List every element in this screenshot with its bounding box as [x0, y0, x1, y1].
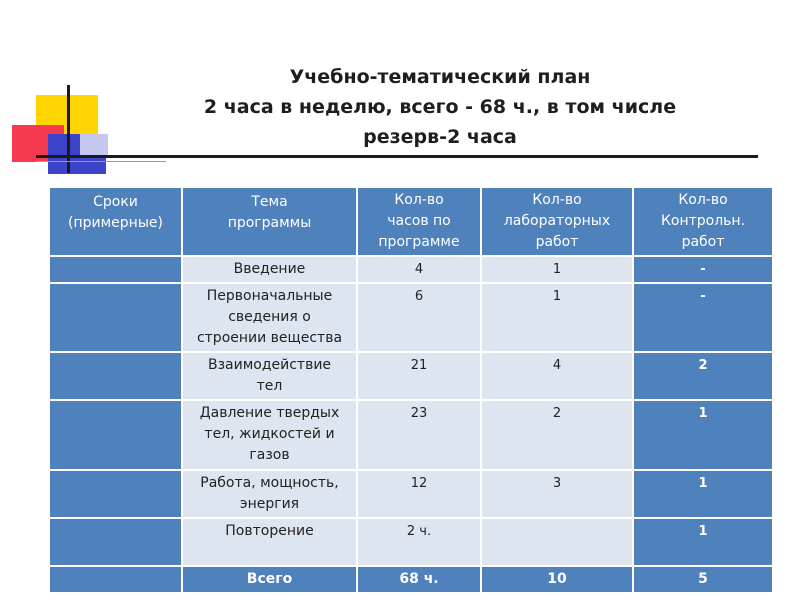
table-header-row — [49, 187, 773, 256]
table-row — [49, 400, 773, 470]
hours-cell: 2 ч. — [357, 518, 481, 566]
total-tests: 5 — [633, 566, 773, 593]
labs-cell: 1 — [481, 256, 633, 283]
header-hours: Кол-во часов по программе — [357, 187, 481, 256]
tests-cell: 1 — [633, 400, 773, 470]
table-row — [49, 256, 773, 283]
hours-cell: 23 — [357, 400, 481, 470]
plan-table — [48, 186, 774, 594]
vertical-divider-line — [67, 85, 70, 173]
table-row — [49, 470, 773, 518]
term-cell — [49, 400, 182, 470]
title-line-1: Учебно-тематический план — [289, 66, 591, 88]
topic-cell: Первоначальные сведения о строении вещества — [182, 283, 357, 352]
table-total-row — [49, 566, 773, 593]
term-cell — [49, 283, 182, 352]
table-row — [49, 283, 773, 352]
hours-cell: 6 — [357, 283, 481, 352]
header-labs: Кол-во лабораторных работ — [481, 187, 633, 256]
title-underline — [36, 155, 758, 158]
labs-cell — [481, 518, 633, 566]
hours-cell: 21 — [357, 352, 481, 400]
labs-cell: 1 — [481, 283, 633, 352]
total-labs: 10 — [481, 566, 633, 593]
topic-cell: Повторение — [182, 518, 357, 566]
total-term-cell — [49, 566, 182, 593]
labs-cell: 2 — [481, 400, 633, 470]
tests-cell: - — [633, 256, 773, 283]
tests-cell: - — [633, 283, 773, 352]
topic-cell: Работа, мощность, энергия — [182, 470, 357, 518]
title-line-3: резерв-2 часа — [363, 126, 517, 148]
term-cell — [49, 256, 182, 283]
topic-cell: Взаимодействие тел — [182, 352, 357, 400]
table-row — [49, 518, 773, 566]
tests-cell: 1 — [633, 518, 773, 566]
hours-cell: 4 — [357, 256, 481, 283]
total-label: Всего — [182, 566, 357, 593]
topic-cell: Введение — [182, 256, 357, 283]
term-cell — [49, 352, 182, 400]
hours-cell: 12 — [357, 470, 481, 518]
labs-cell: 4 — [481, 352, 633, 400]
tests-cell: 1 — [633, 470, 773, 518]
title-underline-thin — [36, 161, 166, 162]
total-hours: 68 ч. — [357, 566, 481, 593]
term-cell — [49, 518, 182, 566]
term-cell — [49, 470, 182, 518]
header-tests: Кол-во Контрольн. работ — [633, 187, 773, 256]
labs-cell: 3 — [481, 470, 633, 518]
topic-cell: Давление твердых тел, жидкостей и газов — [182, 400, 357, 470]
tests-cell: 2 — [633, 352, 773, 400]
header-topic: Тема программы — [182, 187, 357, 256]
header-term: Сроки (примерные) — [49, 187, 182, 256]
table-row — [49, 352, 773, 400]
slide-title — [120, 62, 760, 152]
title-line-2: 2 часа в неделю, всего - 68 ч., в том числе — [203, 96, 677, 118]
